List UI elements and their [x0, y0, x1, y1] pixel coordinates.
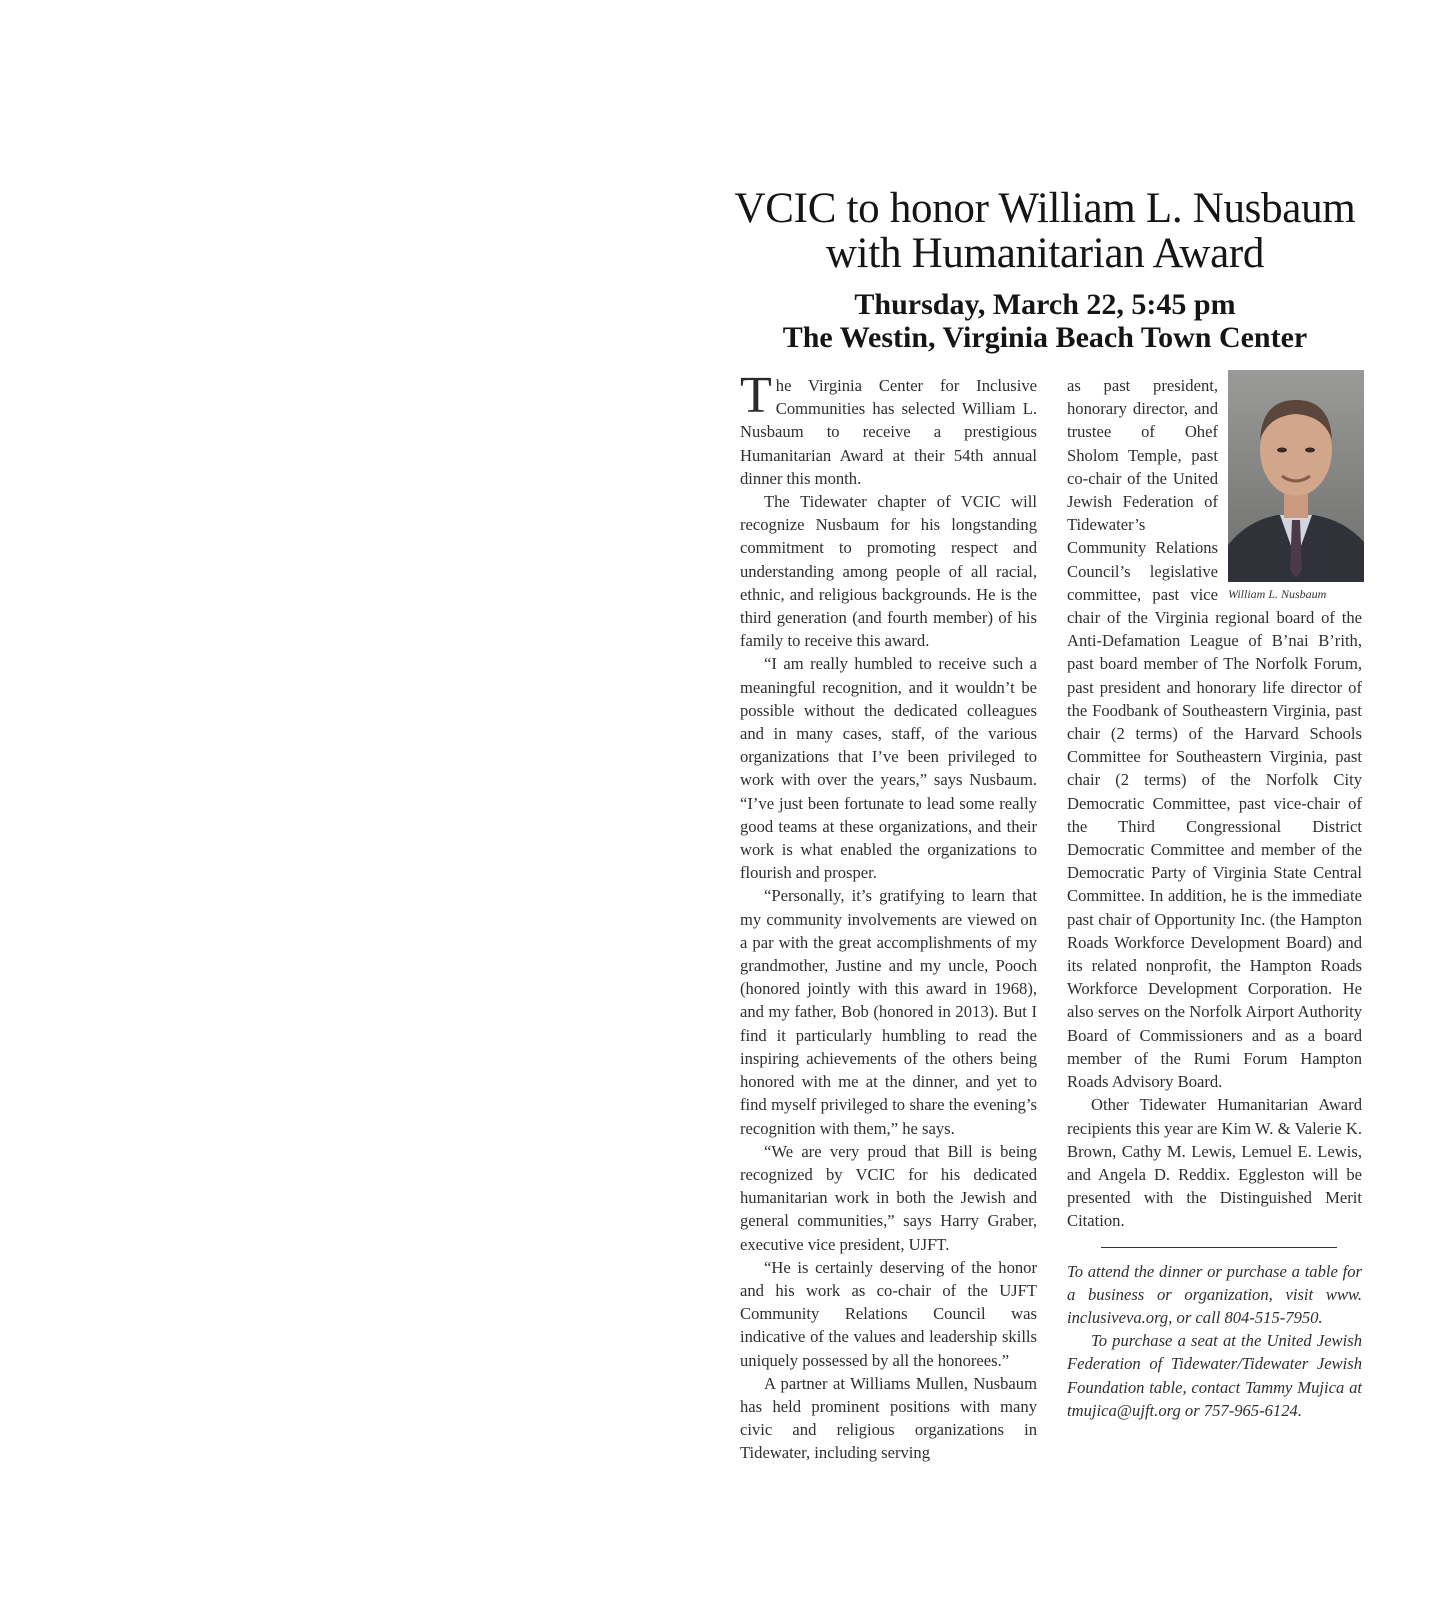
photo-figure: [1228, 370, 1364, 602]
paragraph-8: Other Tidewater Humanitarian Award recipients this year are Kim W. & Valerie K. Brown, Cathy M. Lewis, Lemuel E. Lewis, and Angela D. Reddix. Eggleston will be presented with the Distinguished Merit Citation.: [1067, 1095, 1362, 1231]
article-column-left: [740, 367, 1037, 1465]
paragraph-3: “I am really humbled to receive such a meaningful recognition, and it wouldn’t be possible without the dedicated colleagues and in many cases, staff, of the various organizations that I’ve been privileged to work with over the years,” says Nusbaum. “I’ve just been fortunate to lead some really good teams at these organizations, and their work is what enabled the organizations to flourish and prosper.: [740, 654, 1037, 883]
divider-rule: [1101, 1247, 1337, 1248]
headline-line-2: with Humanitarian Award: [825, 230, 1265, 277]
paragraph-7: A partner at Williams Mullen, Nusbaum has held prominent positions with many civic and religious organizations in Tidewater, including serving: [740, 1373, 1037, 1463]
paragraph-5: “We are very proud that Bill is being recognized by VCIC for his dedicated humanitarian work in both the Jewish and general communities,” says Harry Graber, executive vice president, UJFT.: [740, 1141, 1037, 1254]
article-column-right: [1067, 374, 1362, 1422]
paragraph-1: [740, 367, 1037, 490]
photo-caption: William L. Nusbaum: [1228, 587, 1327, 601]
portrait-photo: [1228, 370, 1364, 582]
event-location: The Westin, Virginia Beach Town Center: [782, 321, 1308, 354]
paragraph-4: “Personally, it’s gratifying to learn that my community involvements are viewed on a par with the great accomplishments of my grandmother, Justine and my uncle, Pooch (honored jointly with this award in 1968), and my father, Bob (honored in 2013). But I find it particularly humbling to read the inspiring achievements of the others being honored with me at the dinner, and yet to find myself privileged to share the evening’s recognition with them,” he says.: [740, 886, 1037, 1138]
paragraph-1-text: he Virginia Center for Inclusive Communities has selected William L. Nusbaum to receive a prestigious Humanitarian Award at their 54th annual dinner this month.: [740, 376, 1037, 488]
paragraph-2: The Tidewater chapter of VCIC will recognize Nusbaum for his longstanding commitment to promoting respect and understanding among people of all racial, ethnic, and religious backgrounds. He is the third generation (and fourth member) of his family to receive this award.: [740, 492, 1037, 651]
paragraph-6: “He is certainly deserving of the honor and his work as co-chair of the UJFT Community Relations Council was indicative of the values and leadership skills uniquely possessed by all the honorees.”: [740, 1257, 1037, 1370]
note-purchase-seat: To purchase a seat at the United Jewish Federation of Tidewater/Tidewater Jewish Foundation table, contact Tammy Mujica at tmujica@ujft.org or 757-965-6124.: [1067, 1331, 1362, 1420]
headline-line-1: VCIC to honor William L. Nusbaum: [734, 185, 1356, 232]
paragraph-7-continued: as past president, honorary director, and trustee of Ohef Sholom Temple, past co-chair of the United Jewish Federation of Tidewater’s Community Relations Council’s legislative committee, past vice chair of the Virginia regional board of the Anti-Defamation League of B’nai B’rith, past board member of The Norfolk Forum, past president and honorary life director of the Foodbank of Southeastern Virginia, past chair (2 terms) of the Harvard Schools Committee for Southeastern Virginia, past chair (2 terms) of the Norfolk City Democratic Committee, past vice-chair of the Third Congressional District Democratic Committee and member of the Democratic Party of Virginia State Central Committee. In addition, he is the immediate past chair of Opportunity Inc. (the Hampton Roads Workforce Development Board) and its related nonprofit, the Hampton Roads Workforce Development Corporation. He also serves on the Norfolk Airport Authority Board of Commissioners and as a board member of the Rumi Forum Hampton Roads Advisory Board.: [1067, 376, 1362, 1092]
headline-block: [728, 186, 1362, 354]
event-date: Thursday, March 22, 5:45 pm: [854, 288, 1236, 321]
info-note: [1067, 1260, 1362, 1422]
drop-cap: T: [740, 367, 772, 424]
note-attend: To attend the dinner or purchase a table for a business or organization, visit www. inclusiveva.org, or call 804-515-7950.: [1067, 1261, 1362, 1327]
